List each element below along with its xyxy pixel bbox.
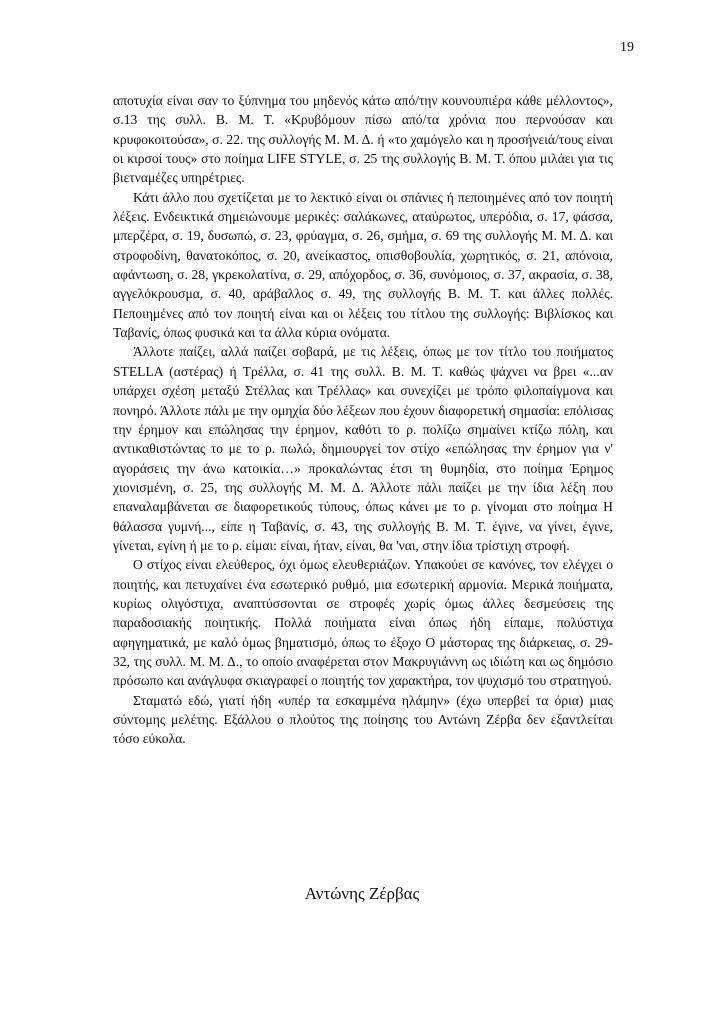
author-signature: Αντώνης Ζέρβας (304, 884, 420, 903)
paragraph-5: Σταματώ εδώ, γιατί ήδη «υπέρ τα εσκαμμένα ηλάμην» (έχω υπερβεί τα όρια) μιας σύντομης μελέτης. Εξάλλου ο πλούτος της ποίησης του Αντώνη Ζέρβα δεν εξαντλείται τόσο εύκολα. (113, 692, 613, 747)
paragraph-4: Ο στίχος είναι ελεύθερος, όχι όμως ελευθεριάζων. Υπακούει σε κανόνες, τον ελέγχει ο ποιητής, και πετυχαίνει ένα εσωτερικό ρυθμό, μια εσωτερική αρμονία. Μερικά ποιήματα, κυρίως ολιγόστιχα, αναπτύσσονται σε στροφές χωρίς όμως άλλες δεσμεύσεις της παραδοσιακής ποιητικής. Πολλά ποιήματα είναι όπως ήδη είπαμε, πολύστιχα αφηγηματικά, με καλό όμως βηματισμό, όπως το έξοχο Ο μάστορας της διάρκειας, σ. 29-32, της συλλ. Μ. Μ. Δ., το οποίο αναφέρεται στον Μακρυγιάννη ως ιδιώτη και ως δημόσιο πρόσωπο και ανάγλυφα σκιαγραφεί ο ποιητής τον χαρακτήρα, τον ψυχισμό του στρατηγού. (113, 557, 613, 689)
paragraph-1: αποτυχία είναι σαν το ξύπνημα του μηδενός κάτω από/την κουνουπιέρα κάθε μέλλοντος», σ.13 της συλλ. Β. Μ. Τ. «Κρυβόμουν πίσω από/τα χρόνια που περνούσαν και κρυφοκοιτούσα», σ. 22. της συλλογής Μ. Μ. Δ. ή «το χαμόγελο και η προσήνειά/τους είναι οι κιρσοί τους» στο ποίημα LIFE STYLE, σ. 25 της συλλογής Β. Μ. Τ. όπου μιλάει για τις βιετναμέζες υπηρέτριες. (113, 93, 613, 186)
paragraph-3: Άλλοτε παίζει, αλλά παίζει σοβαρά, με τις λέξεις, όπως με τον τίτλο του ποιήματος STELLA (αστέρας) ή Τρέλλα, σ. 41 της συλλ. Β. Μ. Τ. καθώς ψάχνει να βρει «...αν υπάρχει σχέση μεταξύ Στέλλας και Τρέλλας» και συνεχίζει με τρόπο φιλοπαίγμονα και πονηρό. Άλλοτε πάλι με την ομηχία δύο λέξεων που έχουν διαφορετική σημασία: επόλισας την έρημον και επώλησας την έρημον, καθότι το ρ. πολίζω σημαίνει κτίζω πόλη, και αντικαθιστώντας το με το ρ. πωλώ, δημιουργεί τον στίχο «επώλησας την έρημον για ν' αγοράσεις την άνω κατοικία…» προκαλώντας έτσι τη θυμηδία, στο ποίημα Έρημος χιονισμένη, σ. 25, της συλλογής Μ. Μ. Δ. Άλλοτε πάλι παίζει με την ίδια λέξη που επαναλαμβάνεται σε διαφορετικούς τύπους, όπως κάνει με το ρ. γίνομαι στο ποίημα Η θάλασσα γυμνή..., είπε η Ταβανίς, σ. 43, της συλλογής Β. Μ. Τ. έγινε, να γίνει, έγινε, γίνεται, εγίνη ή με το ρ. είμαι: είναι, ήταν, είναι, θα 'ναι, στην ίδια τρίστιχη στροφή. (113, 344, 613, 553)
body-text (113, 91, 613, 749)
paragraph-2: Κάτι άλλο που σχετίζεται με το λεκτικό είναι οι σπάνιες ή πεποιημένες από τον ποιητή λέξεις. Ενδεικτικά σημειώνουμε μερικές: σαλάκωνες, αταύρωτος, υπερόδια, σ. 17, φάσσα, μπερζέρα, σ. 19, δυσωπώ, σ. 23, φρύαγμα, σ. 26, σμήμα, σ. 69 της συλλογής Μ. Μ. Δ. και στροφοδίνη, θανατοκόπος, σ. 20, ανείκαστος, οπισθοβουλία, χωρητικός, σ. 21, απόνοια, αφάντωση, σ. 28, γκρεκολατίνα, σ. 29, απόχορδος, σ. 36, συνόμοιος, σ. 37, ακρασία, σ. 38, αγγελόκρουσμα, σ. 40, αράβαλλος σ. 49, της συλλογής Β. Μ. Τ. και άλλες πολλές. Πεποιημένες από τον ποιητή είναι και οι λέξεις του τίτλου της συλλογής: Βιβλίσκος και Ταβανίς, όπως φυσικά και τα άλλα κύρια ονόματα. (113, 189, 613, 341)
page-number: 19 (620, 40, 634, 55)
